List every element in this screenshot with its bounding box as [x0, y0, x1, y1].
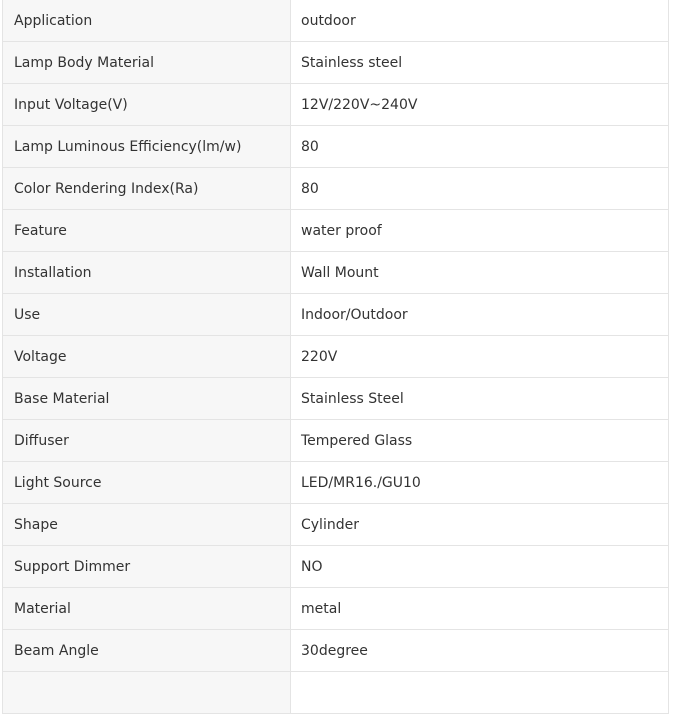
- spec-value: Tempered Glass: [291, 420, 669, 462]
- spec-label: Feature: [3, 210, 291, 252]
- spec-row: [3, 168, 669, 210]
- spec-row: [3, 546, 669, 588]
- spec-value: [291, 672, 669, 714]
- spec-label: Diffuser: [3, 420, 291, 462]
- spec-row: [3, 126, 669, 168]
- spec-value: Stainless steel: [291, 42, 669, 84]
- spec-row: [3, 210, 669, 252]
- spec-value: 80: [291, 168, 669, 210]
- spec-value: outdoor: [291, 0, 669, 42]
- spec-label: Use: [3, 294, 291, 336]
- spec-label: Lamp Body Material: [3, 42, 291, 84]
- spec-label: Shape: [3, 504, 291, 546]
- spec-label: Voltage: [3, 336, 291, 378]
- spec-value: Wall Mount: [291, 252, 669, 294]
- spec-label: Input Voltage(V): [3, 84, 291, 126]
- spec-row: [3, 630, 669, 672]
- spec-value: water proof: [291, 210, 669, 252]
- spec-label: Beam Angle: [3, 630, 291, 672]
- spec-row: [3, 294, 669, 336]
- spec-row: [3, 336, 669, 378]
- spec-label: Installation: [3, 252, 291, 294]
- spec-row: [3, 504, 669, 546]
- spec-value: 220V: [291, 336, 669, 378]
- spec-row: [3, 588, 669, 630]
- spec-row: [3, 420, 669, 462]
- spec-value: Indoor/Outdoor: [291, 294, 669, 336]
- spec-label: Base Material: [3, 378, 291, 420]
- spec-row: [3, 0, 669, 42]
- spec-value: NO: [291, 546, 669, 588]
- spec-label: [3, 672, 291, 714]
- spec-row-partial: [3, 672, 669, 714]
- specifications-table: [2, 0, 669, 714]
- spec-value: 80: [291, 126, 669, 168]
- spec-label: Color Rendering Index(Ra): [3, 168, 291, 210]
- spec-label: Material: [3, 588, 291, 630]
- spec-label: Light Source: [3, 462, 291, 504]
- spec-label: Lamp Luminous Efficiency(lm/w): [3, 126, 291, 168]
- spec-value: 12V/220V~240V: [291, 84, 669, 126]
- spec-row: [3, 42, 669, 84]
- spec-row: [3, 462, 669, 504]
- spec-value: Cylinder: [291, 504, 669, 546]
- spec-value: LED/MR16./GU10: [291, 462, 669, 504]
- spec-label: Support Dimmer: [3, 546, 291, 588]
- spec-row: [3, 252, 669, 294]
- spec-row: [3, 84, 669, 126]
- spec-value: Stainless Steel: [291, 378, 669, 420]
- spec-label: Application: [3, 0, 291, 42]
- spec-row: [3, 378, 669, 420]
- spec-value: metal: [291, 588, 669, 630]
- spec-value: 30degree: [291, 630, 669, 672]
